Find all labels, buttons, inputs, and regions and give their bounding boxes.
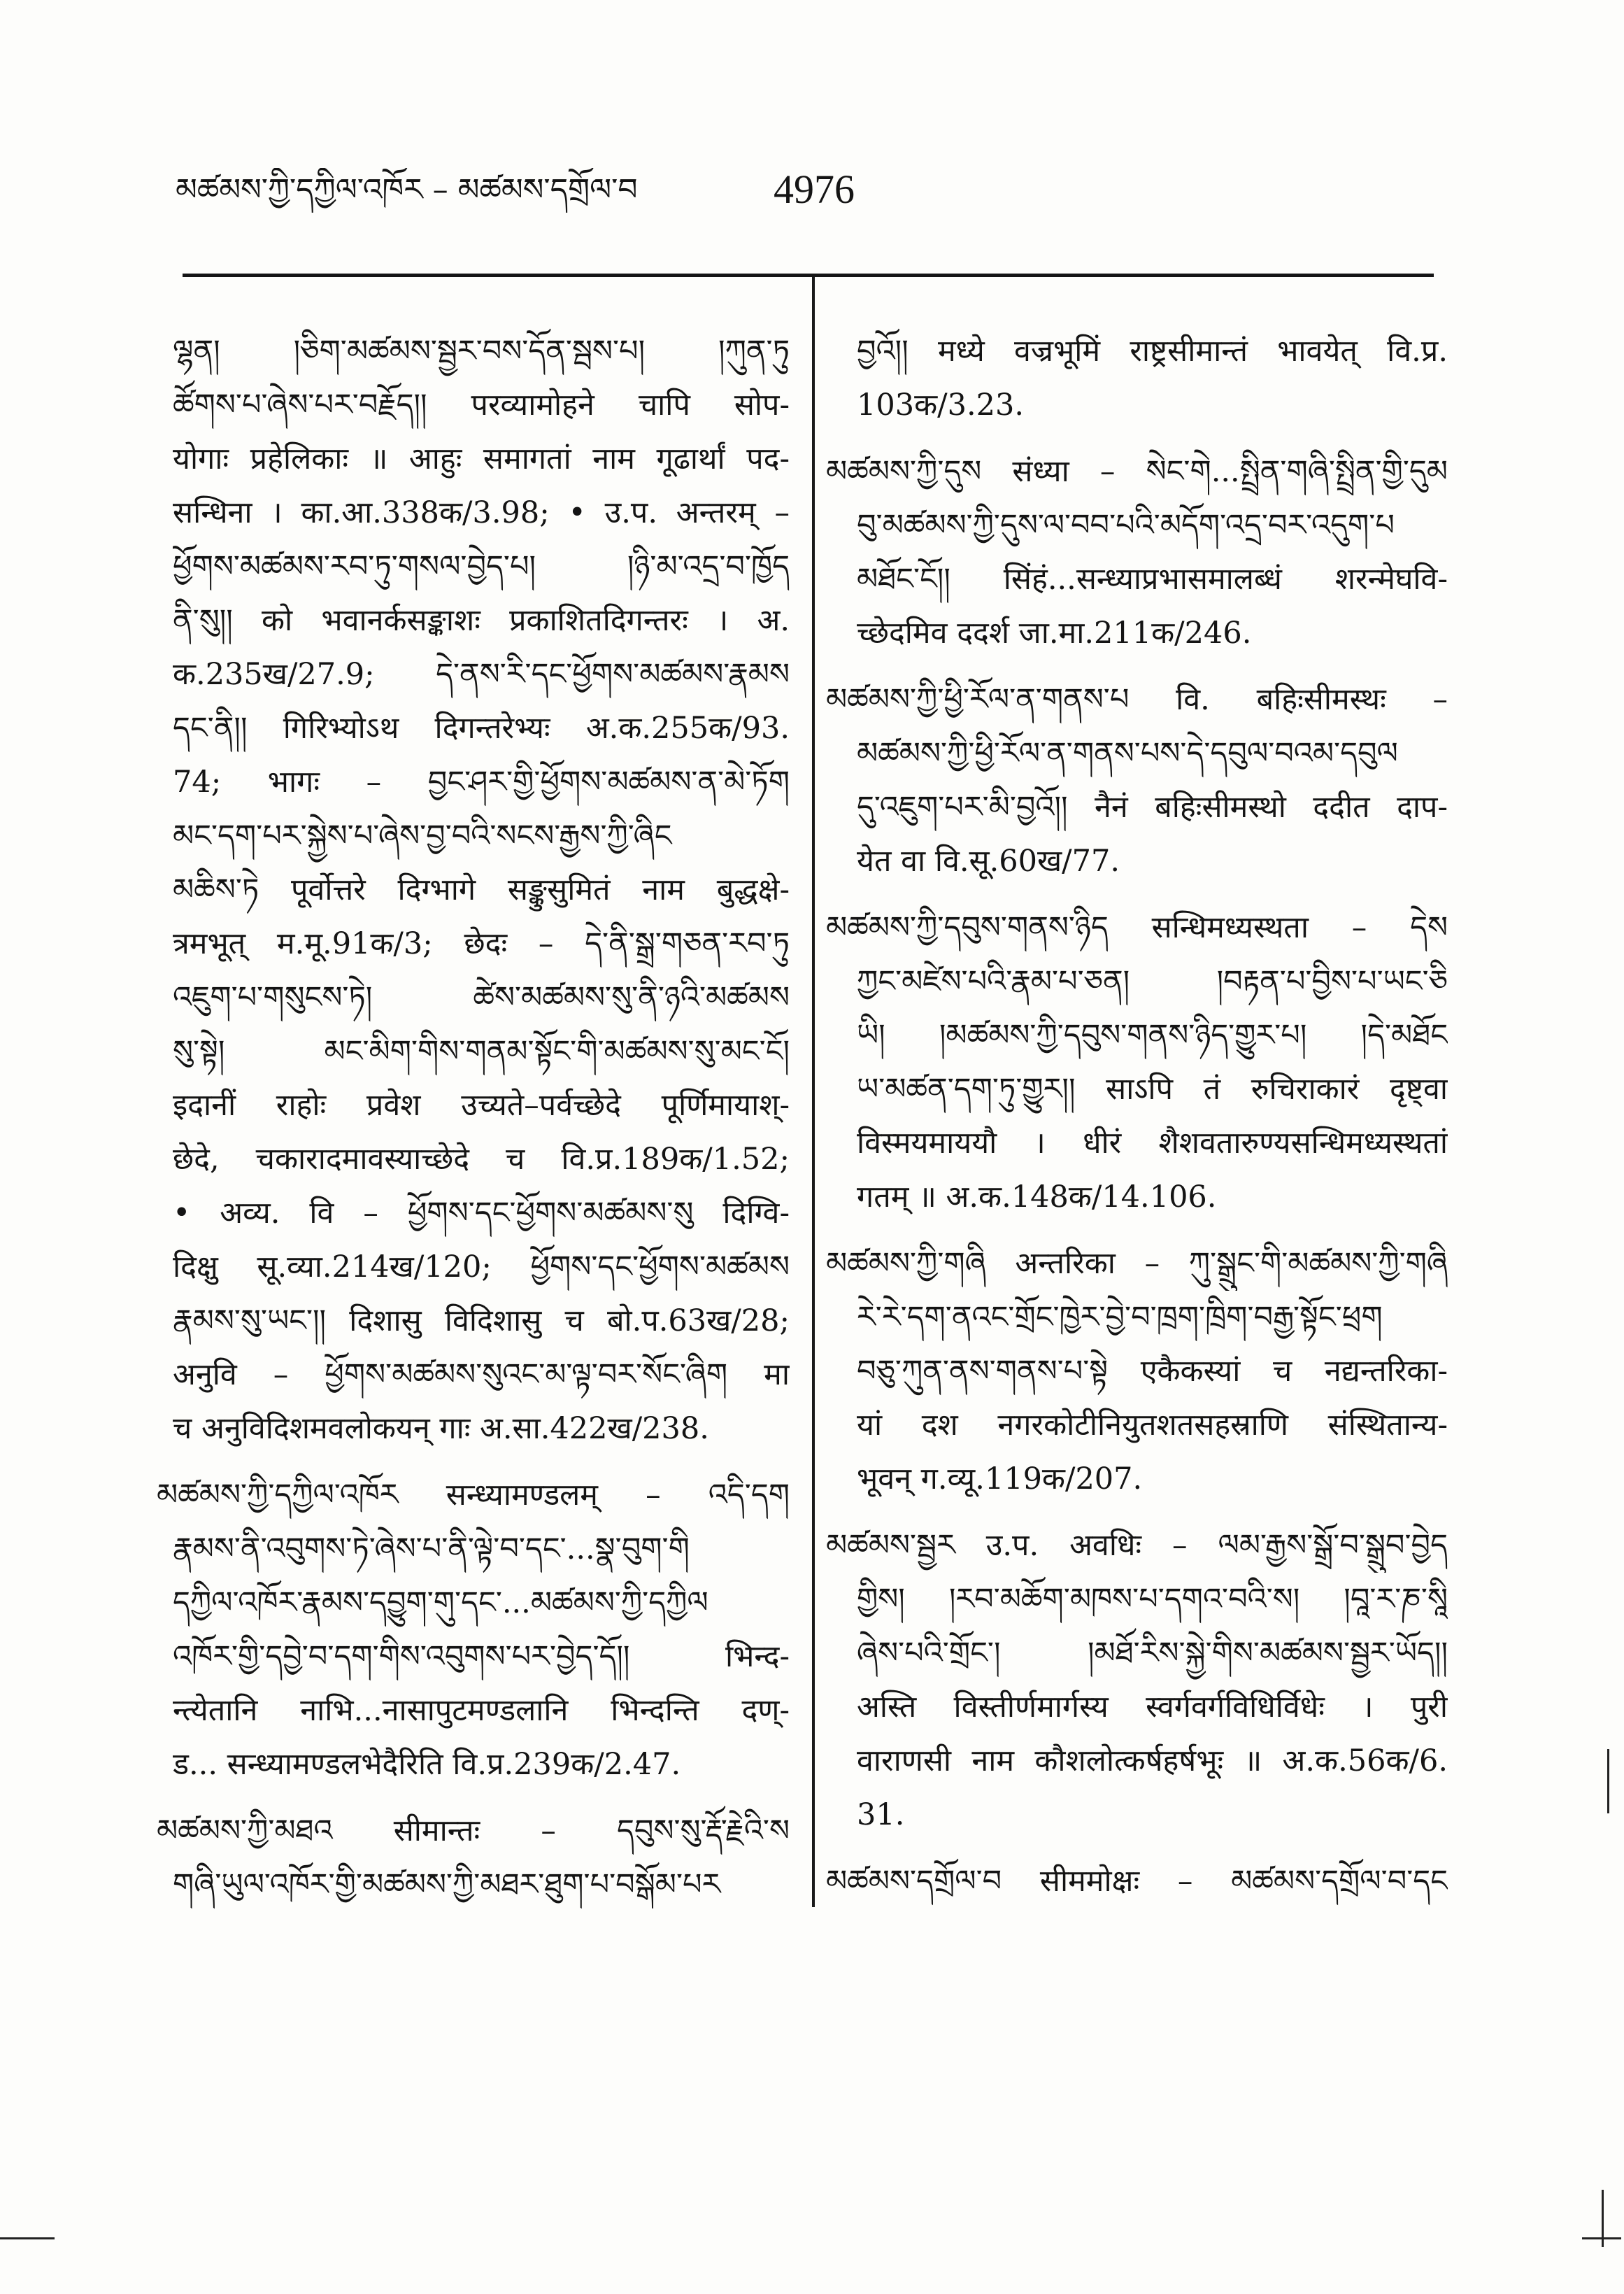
- text-line: བྱའོ།། मध्ये वज्रभूमिं राष्ट्रसीमान्तं भावयेत् वि.प्र.: [857, 334, 1448, 369]
- text-line: རྣམས་ནི་འབུགས་ཏེ་ཞེས་པ་ནི་ལྟེ་བ་དང་...སྣ་བུག་གི: [173, 1531, 690, 1566]
- text-line: ཚོགས་པ་ཞེས་པར་བརྗོད།། परव्यामोहने चापि सोप-: [173, 388, 790, 423]
- page-number: 4976: [774, 167, 855, 212]
- headword-line: མཚམས་ཀྱི་དཀྱིལ་འཁོར सन्ध्यामण्डलम् – འདི་དག: [157, 1478, 790, 1513]
- text-line: यां दश नगरकोटीनियुतशतसहस्राणि संस्थितान्य-: [857, 1408, 1448, 1443]
- text-line: 31.: [857, 1797, 905, 1832]
- text-line: ལྷན། །ཅིག་མཚམས་སྦྱར་བས་དོན་སྦས་པ། །ཀུན་ཏུ: [173, 334, 790, 369]
- text-line: अनुवि – ཕྱོགས་མཚམས་སུའང་མ་ལྟ་བར་སོང་ཞིག मा: [173, 1357, 790, 1392]
- scan-mark: [0, 2237, 55, 2239]
- headword-line: མཚམས་ཀྱི་དབུས་གནས་ཉིད सन्धिमध्यस्थता – དེས: [826, 910, 1448, 945]
- text-line: • अव्य. वि – ཕྱོགས་དང་ཕྱོགས་མཚམས་སུ दिग्वि-: [173, 1196, 790, 1231]
- text-line: གཞི་ཡུལ་འཁོར་གྱི་མཚམས་ཀྱི་མཐར་ཐུག་པ་བསྒོམ་པར: [173, 1867, 721, 1902]
- text-line: च अनुविदिशमवलोकयन् गाः अ.सा.422ख/238.: [173, 1411, 709, 1446]
- text-line: वाराणसी नाम कौशलोत्कर्षहर्षभूः ॥ अ.क.56क/6.: [857, 1743, 1448, 1778]
- text-line: ཀྱང་མཛེས་པའི་རྣམ་པ་ཅན། །བརྟན་པ་བྱིས་པ་ཡང་ཅི: [857, 964, 1448, 999]
- text-line: ཡ་མཚན་དག་ཏུ་གྱུར།། साऽपि तं रुचिराकारं दृष्ट्वा: [857, 1072, 1448, 1107]
- text-line: རེ་རེ་དག་ནའང་གྲོང་ཁྱེར་བྱེ་བ་ཁྲག་ཁྲིག་བརྒྱ་སྟོང་ཕྲག: [857, 1300, 1383, 1335]
- text-line: न्त्येतानि नाभि...नासापुटमण्डलानि भिन्दन्ति दण्-: [173, 1693, 790, 1728]
- text-line: त्रमभूत् म.मू.91क/3; छेदः – དེ་ནི་སྒྲ་གཅན་རབ་ཏུ: [173, 926, 790, 961]
- scan-mark: [1607, 1749, 1609, 1813]
- text-line: विस्मयमाययौ । धीरं शैशवतारुण्यसन्धिमध्यस्थतां: [857, 1126, 1448, 1161]
- text-line: च्छेदमिव ददर्श जा.मा.211क/246.: [857, 616, 1252, 651]
- text-line: इदानीं राहोः प्रवेश उच्यते–पर्वच्छेदे पूर्णिमायाश्-: [173, 1088, 790, 1123]
- text-line: अस्ति विस्तीर्णमार्गस्य स्वर्गवर्गविधिर्विधेः । पुरी: [857, 1690, 1448, 1725]
- text-line: བཅུ་ཀུན་ནས་གནས་པ་སྟེ एकैकस्यां च नद्यन्तरिका-: [857, 1354, 1448, 1389]
- text-line: དང་ནི།། गिरिभ्योऽथ दिगन्तरेभ्यः अ.क.255क/93.: [173, 711, 790, 746]
- text-line: 103क/3.23.: [857, 388, 1024, 423]
- headword-line: མཚམས་སྦྱར उ.प. अवधिः – ལམ་རྒྱས་སྒྲོ་བ་སྒྲུབ་བྱེད: [826, 1528, 1448, 1563]
- text-line: योगाः प्रहेलिकाः ॥ आहुः समागतां नाम गूढार्थां पद-: [173, 441, 790, 476]
- text-line: ཡི། །མཚམས་ཀྱི་དབུས་གནས་ཉིད་གྱུར་པ། །དེ་མཐོང: [857, 1018, 1448, 1053]
- text-line: भूवन् ग.व्यू.119क/207.: [857, 1461, 1143, 1496]
- text-line: མཆིས་ཏེ पूर्वोत्तरे दिग्भागे सङ्कुसुमितं नाम बुद्धक्षे-: [173, 872, 790, 907]
- text-line: ड... सन्ध्यामण्डलभेदैरिति वि.प्र.239क/2.47.: [173, 1747, 681, 1782]
- headword-line: མཚམས་ཀྱི་གཞི अन्तरिका – ཀུ་སྒྲུང་གི་མཚམས་ཀྱི་གཞི: [826, 1246, 1448, 1281]
- header-rule: [183, 274, 1434, 277]
- running-head: མཚམས་ཀྱི་དཀྱིལ་འཁོར – མཚམས་དགྲོལ་བ: [176, 172, 638, 208]
- text-line: छेदे, चकारादमावस्याच्छेदे च वि.प्र.189क/1.52;: [173, 1142, 790, 1177]
- headword-line: མཚམས་ཀྱི་ཕྱི་རོལ་ན་གནས་པ वि. बहिःसीमस्थः –: [826, 682, 1448, 717]
- text-line: བུ་མཚམས་ཀྱི་དུས་ལ་བབ་པའི་མདོག་འདྲ་བར་འདུག་པ: [857, 508, 1395, 543]
- text-line: येत वा वि.सू.60ख/77.: [857, 844, 1120, 879]
- text-line: མཐོང་ངོ།། सिंहं...सन्ध्याप्रभासमालब्धं शरन्मेघवि-: [857, 562, 1448, 597]
- right-column: [826, 325, 1448, 1955]
- text-line: སུ་སྟེ། མང་མིག་གིས་གནམ་སྟོང་གི་མཚམས་སུ་མང་ངོ།: [173, 1034, 790, 1069]
- text-line: ཕྱོགས་མཚམས་རབ་ཏུ་གསལ་བྱེད་པ། །ཉི་མ་འདྲ་བ་ཁྱོད: [173, 549, 790, 584]
- text-line: མང་དག་པར་སྐྱེས་པ་ཞེས་བྱ་བའི་སངས་རྒྱས་ཀྱི་ཞིང: [173, 819, 672, 854]
- headword-line: མཚམས་དགྲོལ་བ सीममोक्षः – མཚམས་དགྲོལ་བ་དང: [826, 1864, 1448, 1899]
- text-line: དུ་འཇུག་པར་མི་བྱའོ།། नैनं बहिःसीमस्थो ददीत दाप-: [857, 790, 1448, 825]
- text-line: འཁོར་གྱི་དབྱེ་བ་དག་གིས་འབུགས་པར་བྱེད་དོ།། भिन्द-: [173, 1639, 790, 1674]
- headword-line: མཚམས་ཀྱི་མཐའ सीमान्तः – དབུས་སུ་རྡོ་རྗེའི་ས: [157, 1813, 790, 1848]
- text-line: གྱིས། །རབ་མཆོག་མཁས་པ་དགའ་བའི་ས། །བཱ་ར་ཎ་སཱི: [857, 1582, 1448, 1617]
- text-line: सन्धिना । का.आ.338क/3.98; • उ.प. अन्तरम् –: [173, 495, 790, 530]
- text-line: क.235ख/27.9; དེ་ནས་རི་དང་ཕྱོགས་མཚམས་རྣམས: [173, 657, 790, 692]
- text-line: རྣམས་སུ་ཡང་།། दिशासु विदिशासु च बो.प.63ख/28;: [173, 1303, 790, 1338]
- text-line: दिक्षु सू.व्या.214ख/120; ཕྱོགས་དང་ཕྱོགས་མཚམས: [173, 1249, 790, 1284]
- text-line: དཀྱིལ་འཁོར་རྣམས་དབྱུག་གུ་དང་...མཚམས་ཀྱི་དཀྱིལ: [173, 1585, 708, 1620]
- headword-line: མཚམས་ཀྱི་དུས संध्या – སེང་གེ...སྤྲིན་གཞི་སྤྲིན་གྱི་དུམ: [826, 454, 1448, 489]
- text-line: गतम् ॥ अ.क.148क/14.106.: [857, 1180, 1217, 1215]
- scan-mark: [1582, 2237, 1621, 2239]
- text-line: འཇུག་པ་གསུངས་ཏེ། ཚེས་མཚམས་སུ་ནི་ཉའི་མཚམས: [173, 980, 790, 1015]
- column-divider: [812, 277, 815, 1907]
- text-line: 74; भागः – བྱང་ཤར་གྱི་ཕྱོགས་མཚམས་ན་མེ་ཏོག: [173, 765, 790, 800]
- text-line: ཞེས་པའི་གྲོང་། །མཐོ་རིས་སྐྱེ་གིས་མཚམས་སྦྱར་ཡོད།།: [857, 1636, 1448, 1671]
- text-line: མཚམས་ཀྱི་ཕྱི་རོལ་ན་གནས་པས་དེ་དབུལ་བའམ་དབུལ: [857, 736, 1398, 771]
- left-column: [157, 325, 790, 1955]
- text-line: ནི་སུ།། को भवानर्कसङ्काशः प्रकाशितदिगन्तरः । अ.: [173, 603, 790, 638]
